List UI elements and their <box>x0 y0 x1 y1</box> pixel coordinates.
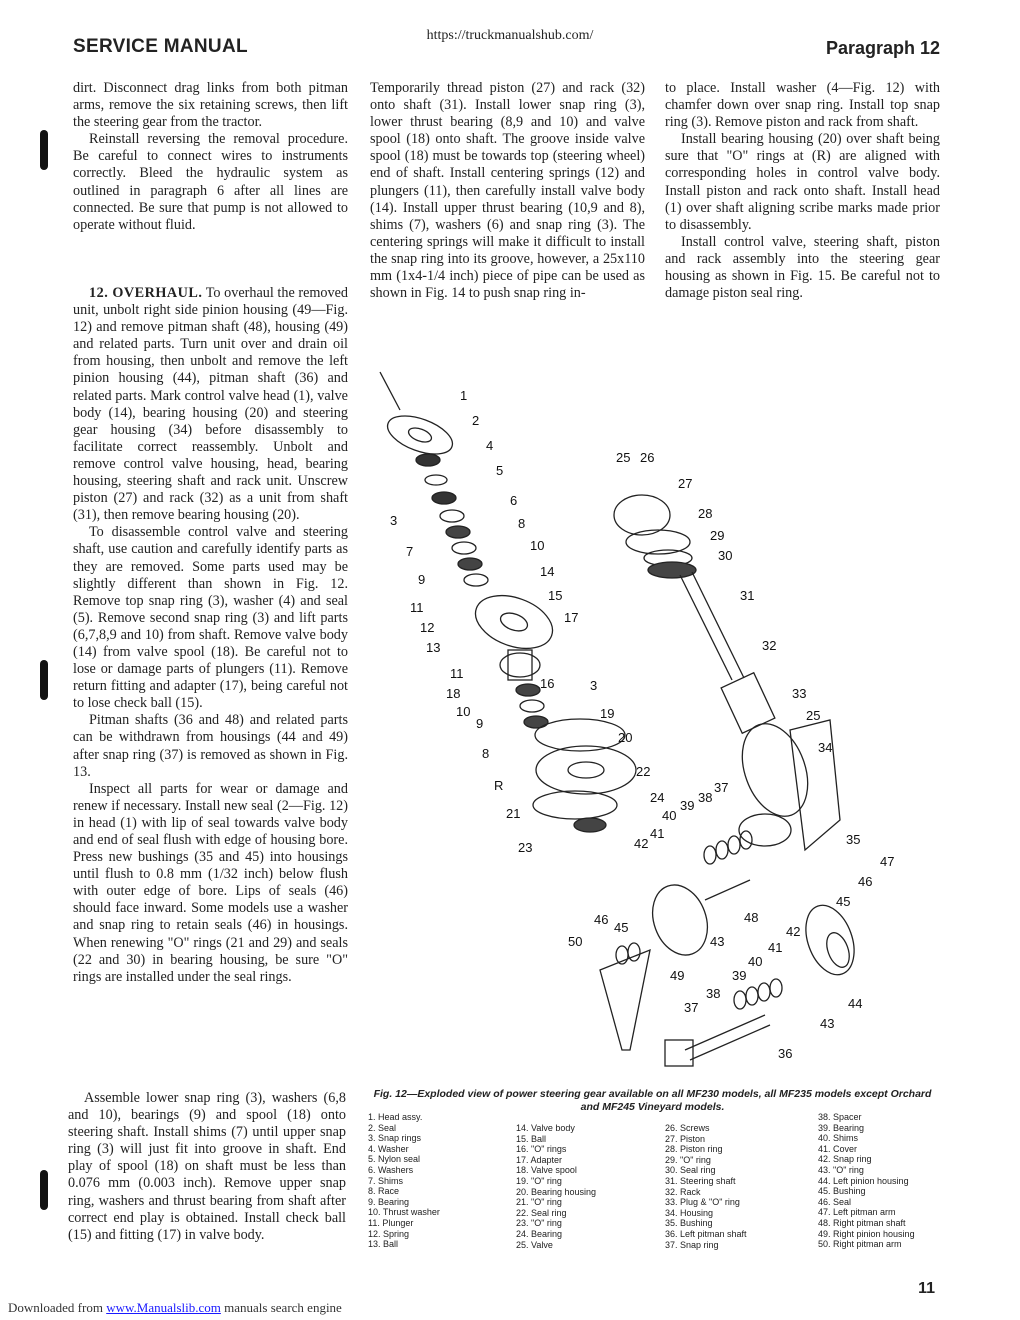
part-callout: 37 <box>714 780 729 795</box>
part-callout: 43 <box>820 1016 835 1031</box>
part-callout: 41 <box>768 940 783 955</box>
part-callout: 31 <box>740 588 755 603</box>
legend-item: 33. Plug & "O" ring <box>665 1197 740 1208</box>
legend-item: 19. "O" ring <box>516 1175 562 1186</box>
legend-item: 1. Head assy. <box>368 1112 423 1122</box>
legend-column-2 <box>516 1123 596 1250</box>
legend-item: 27. Piston <box>665 1133 706 1144</box>
part-callout: 39 <box>680 798 695 813</box>
part-callout: 3 <box>390 513 398 528</box>
part-callout: 25 <box>806 708 821 723</box>
part-callout: 10 <box>456 704 471 719</box>
column-1-intro <box>73 80 348 234</box>
part-callout: 11 <box>410 600 424 615</box>
part-callout: 34 <box>818 740 833 755</box>
legend-item: 9. Bearing <box>368 1196 410 1207</box>
paragraph: Assemble lower snap ring (3), washers (6,8 and 10), bearings (9) and spool (18) onto steering shaft. Install shims (7) until upper snap ring (3) will just fit into groove in shaft. End play of spool (18) on shaft must be less than 0.076 mm (0.003 inch). Remove upper snap ring, washers and thrust bearing from shaft after correct end play is obtained. Install check ball (15) and fitting (17) in valve body. <box>68 1090 346 1243</box>
source-url[interactable]: https://truckmanualshub.com/ <box>426 28 594 43</box>
part-callout: 22 <box>636 764 651 779</box>
legend-item: 4. Washer <box>368 1143 409 1154</box>
part-callout: 9 <box>418 572 426 587</box>
legend-item: 12. Spring <box>368 1228 410 1239</box>
legend-item: 6. Washers <box>368 1164 414 1175</box>
legend-item: 41. Cover <box>818 1143 858 1154</box>
part-callout: 42 <box>786 924 801 939</box>
legend-item: 22. Seal ring <box>516 1207 567 1218</box>
legend-item: 26. Screws <box>665 1123 710 1133</box>
part-callout: 8 <box>482 746 490 761</box>
legend-item: 25. Valve <box>516 1239 553 1250</box>
part-callout: 3 <box>590 678 598 693</box>
part-callout: 12 <box>420 620 435 635</box>
part-callout: 24 <box>650 790 665 805</box>
legend-item: 23. "O" ring <box>516 1218 562 1229</box>
legend-item: 46. Seal <box>818 1196 852 1207</box>
paragraph: Pitman shafts (36 and 48) and related parts can be withdrawn from housings (44 and 49) after snap ring (37) is removed as shown in Fig. 13. <box>73 712 348 780</box>
part-callout: 15 <box>548 588 563 603</box>
part-callout: 42 <box>634 836 649 851</box>
part-callout: 11 <box>450 666 464 681</box>
part-callout: 43 <box>710 934 725 949</box>
part-callout: 26 <box>640 450 655 465</box>
legend-item: 13. Ball <box>368 1239 399 1250</box>
legend-item: 42. Snap ring <box>818 1154 872 1165</box>
section-title: 12. OVERHAUL. <box>89 285 203 301</box>
page-number: 11 <box>918 1280 935 1297</box>
legend-item: 28. Piston ring <box>665 1144 723 1155</box>
part-callout: 9 <box>476 716 484 731</box>
exploded-view-diagram <box>360 360 950 1080</box>
legend-item: 7. Shims <box>368 1175 404 1186</box>
part-callout: 48 <box>744 910 759 925</box>
part-callout: 28 <box>698 506 713 521</box>
legend-column-1 <box>368 1112 440 1250</box>
legend-item: 10. Thrust washer <box>368 1207 440 1218</box>
part-callout: 5 <box>496 463 504 478</box>
legend-item: 37. Snap ring <box>665 1239 719 1250</box>
part-callout: 50 <box>568 934 583 949</box>
legend-item: 20. Bearing housing <box>516 1186 597 1197</box>
part-callout: 36 <box>778 1046 793 1061</box>
part-callout: 33 <box>792 686 807 701</box>
part-callout: 40 <box>662 808 677 823</box>
legend-item: 35. Bushing <box>665 1218 713 1229</box>
part-callout: 39 <box>732 968 747 983</box>
part-callout: 25 <box>616 450 631 465</box>
legend-item: 2. Seal <box>368 1122 397 1133</box>
legend-item: 43. "O" ring <box>818 1164 864 1175</box>
legend-item: 36. Left pitman shaft <box>665 1228 747 1239</box>
legend-item: 30. Seal ring <box>665 1165 716 1176</box>
paragraph-text: To overhaul the removed unit, unbolt right side pinion housing (49—Fig. 12) and remove pitman shaft (48), housing (49) and related parts. Turn unit over and drain oil from housing, then unbolt and remove the left pinion housing (44), pitman shaft (36) and related parts. Mark control valve head (1), valve body (14), bearing housing (20) and steering gear housing (34) before disassembly to facilitate correct reassembly. Unbolt and remove control valve housing, head, bearing housing, steering shaft and rack unit. Unscrew piston (27) and rack (32) as a unit from shaft (31), then remove bearing housing (20). <box>73 285 348 524</box>
legend-item: 15. Ball <box>516 1133 547 1144</box>
column-1-overhaul <box>73 285 348 986</box>
paragraph: Install bearing housing (20) over shaft being sure that "O" rings at (R) are aligned with corresponding holes in control valve body. Install piston and rack onto shaft. Install head (1) over shaft aligning scribe marks made prior to disassembly. <box>665 131 940 233</box>
paragraph: to place. Install washer (4—Fig. 12) with chamfer down over snap ring. Install top snap ring (3). Remove piston and rack from shaft. <box>665 80 940 131</box>
part-callout: 40 <box>748 954 763 969</box>
part-callout: 7 <box>406 544 414 559</box>
legend-item: 49. Right pinion housing <box>818 1228 915 1239</box>
legend-item: 45. Bushing <box>818 1186 866 1197</box>
part-callout: 46 <box>858 874 873 889</box>
legend-item: 21. "O" ring <box>516 1197 562 1208</box>
legend-item: 24. Bearing <box>516 1228 563 1239</box>
part-callout: 38 <box>706 986 721 1001</box>
part-callout: R <box>494 778 504 793</box>
paragraph: Temporarily thread piston (27) and rack (32) onto shaft (31). Install lower snap ring (3), lower thrust bearing (8,9 and 10) and valve spool (18) onto shaft. The groove inside valve spool (18) must be towards top (steering wheel) end of shaft. Install centering springs (12) and plungers (11), then carefully install valve body (14). Install upper thrust bearing (10,9 and 8), shims (7), washers (6) and snap ring (3). The centering springs will make it difficult to install the snap ring into its groove, however, a 25x110 mm (1x4-1/4 inch) piece of pipe can be used as shown in Fig. 14 to push snap ring in- <box>370 80 645 302</box>
binding-hole-mark <box>40 1170 48 1210</box>
paragraph-heading: Paragraph 12 <box>825 38 940 58</box>
part-callout: 32 <box>762 638 777 653</box>
part-callout: 23 <box>518 840 533 855</box>
paragraph: Reinstall reversing the removal procedure. Be careful to connect wires to instruments correctly. Bleed the hydraulic system as outlined in paragraph 6 after all lines are connected. Be sure that pump is not allowed to operate without fluid. <box>73 131 348 233</box>
part-callout: 16 <box>540 676 555 691</box>
legend-item: 18. Valve spool <box>516 1165 577 1176</box>
legend-item: 50. Right pitman arm <box>818 1239 902 1250</box>
part-callout: 49 <box>670 968 685 983</box>
part-callout: 30 <box>718 548 733 563</box>
download-footer <box>8 1300 342 1316</box>
binding-hole-mark <box>40 660 48 700</box>
footer-suffix: manuals search engine <box>220 1300 342 1315</box>
part-callout: 2 <box>472 413 480 428</box>
column-2 <box>370 80 645 302</box>
part-callout: 19 <box>600 706 615 721</box>
binding-hole-mark <box>40 130 48 170</box>
part-callout: 13 <box>426 640 441 655</box>
part-callout: 47 <box>880 854 895 869</box>
legend-item: 32. Rack <box>665 1186 701 1197</box>
legend-item: 29. "O" ring <box>665 1154 711 1165</box>
part-callout: 35 <box>846 832 861 847</box>
legend-item: 8. Race <box>368 1186 400 1197</box>
part-callout: 44 <box>848 996 863 1011</box>
part-callout: 10 <box>530 538 545 553</box>
legend-column-3 <box>665 1123 747 1250</box>
legend-item: 34. Housing <box>665 1207 714 1218</box>
legend-item: 38. Spacer <box>818 1112 862 1122</box>
part-callout: 18 <box>446 686 461 701</box>
part-callout: 6 <box>510 493 518 508</box>
part-callout: 46 <box>594 912 609 927</box>
legend-column-4 <box>818 1112 915 1250</box>
legend-item: 39. Bearing <box>818 1122 865 1133</box>
part-callout: 41 <box>650 826 665 841</box>
part-callout: 45 <box>836 894 851 909</box>
part-callout: 8 <box>518 516 526 531</box>
part-callout: 27 <box>678 476 693 491</box>
part-callout: 14 <box>540 564 555 579</box>
legend-item: 40. Shims <box>818 1133 859 1144</box>
figure-caption: Fig. 12—Exploded view of power steering gear available on all MF230 models, all MF235 models except Orchard and MF245 Vineyard models. <box>373 1088 932 1113</box>
legend-item: 11. Plunger <box>368 1217 414 1228</box>
legend-item: 44. Left pinion housing <box>818 1175 909 1186</box>
legend-item: 47. Left pitman arm <box>818 1207 896 1218</box>
legend-item: 16. "O" rings <box>516 1144 567 1155</box>
paragraph: dirt. Disconnect drag links from both pitman arms, remove the six retaining screws, then lift the steering gear from the tractor. <box>73 80 348 131</box>
legend-item: 48. Right pitman shaft <box>818 1217 906 1228</box>
part-callout: 45 <box>614 920 629 935</box>
footer-prefix: Downloaded from <box>8 1300 107 1315</box>
part-callout: 4 <box>486 438 494 453</box>
part-callout: 37 <box>684 1000 699 1015</box>
paragraph <box>73 285 348 524</box>
manualslib-link[interactable]: www.Manualslib.com <box>106 1300 221 1315</box>
legend-item: 17. Adapter <box>516 1154 563 1165</box>
part-callout: 29 <box>710 528 725 543</box>
part-callout: 17 <box>564 610 579 625</box>
paragraph: Install control valve, steering shaft, piston and rack assembly into the steering gear housing as shown in Fig. 15. Be careful not to damage piston seal ring. <box>665 233 940 302</box>
legend-item: 31. Steering shaft <box>665 1175 736 1186</box>
part-callout: 1 <box>460 388 468 403</box>
part-callout: 38 <box>698 790 713 805</box>
part-callout: 20 <box>618 730 633 745</box>
legend-item: 14. Valve body <box>516 1123 575 1133</box>
legend-item: 5. Nylon seal <box>368 1154 421 1165</box>
paragraph: To disassemble control valve and steering shaft, use caution and carefully identify parts as they are removed. Some parts used may be slightly different than shown in Fig. 12. Remove top snap ring (3), washer (4) and seal (5). Remove second snap ring (3) and lift parts (6,7,8,9 and 10) from shaft. Remove valve body (14) from valve spool (18). Be careful not to lose or damage parts of plungers (11). Remove return fitting and adapter (17), being careful not to lose check ball (15). <box>73 524 348 712</box>
paragraph: Inspect all parts for wear or damage and renew if necessary. Install new seal (2—Fig. 12) in head (1) with lip of seal towards valve body and end of seal flush with edge of housing bore. Press new bushings (35 and 45) into housings until flush to 0.8 mm (1/32 inch) below flush with outer edge of bore. Lips of seals (46) should face inward. Some models use a washer and snap ring to retain seals (46) in housings. When renewing "O" rings (21 and 29) and seals (22 and 30) in bearing housing, be sure "O" rings are installed under the seal rings. <box>73 780 348 985</box>
column-1-bottom <box>68 1090 346 1244</box>
legend-item: 3. Snap rings <box>368 1133 422 1144</box>
column-3 <box>665 80 940 302</box>
part-callout: 21 <box>506 806 521 821</box>
manual-title: SERVICE MANUAL <box>73 36 248 57</box>
